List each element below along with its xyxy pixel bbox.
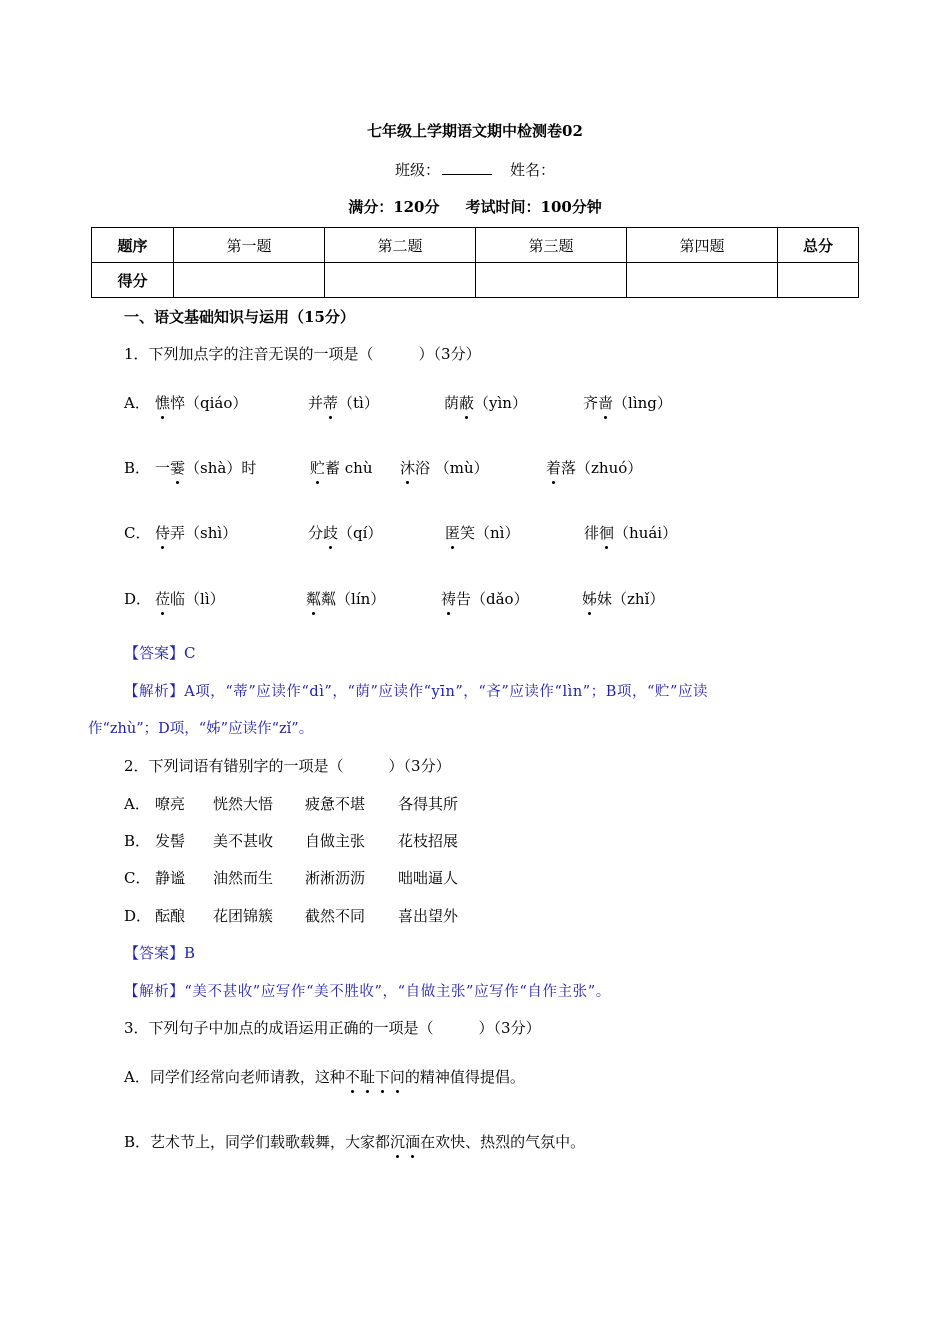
option-label: C．	[124, 869, 151, 887]
option-item: 祷告（dǎo）	[441, 590, 529, 608]
header-cell: 第四题	[627, 228, 778, 263]
option-word: 花枝招展	[398, 832, 459, 850]
dotted-char: 匿	[445, 524, 461, 542]
option-sentence: B．艺术节上，同学们载歌载舞，大家都沉湎在欢快、热烈的气氛中。	[124, 1133, 586, 1151]
explanation-line: 【解析】“美不甚收”应写作“美不胜收”，“自做主张”应写作“自作主张”。	[124, 984, 611, 1000]
header-cell: 第一题	[174, 228, 325, 263]
option-item: 侍弄（shì）	[155, 524, 238, 542]
option-item: 粼粼（lín）	[306, 590, 386, 608]
header-cell: 总分	[778, 228, 859, 263]
header-cell: 第二题	[325, 228, 476, 263]
option-label: C．	[124, 524, 151, 542]
option-sentence: A．同学们经常向老师请教，这种不耻下问的精神值得提倡。	[124, 1068, 525, 1086]
score-cell[interactable]	[476, 263, 627, 298]
dotted-char: 问	[389, 1068, 405, 1086]
dotted-char: 沐	[400, 459, 416, 477]
option-word: 咄咄逼人	[398, 869, 459, 887]
option-word: 花团锦簇	[213, 907, 274, 925]
explanation-line: 【解析】A项，“蒂”应读作“dì”，“荫”应读作“yīn”，“吝”应读作“lìn”；B项，“贮”应读	[124, 684, 709, 700]
dotted-char: 蔽	[459, 394, 475, 412]
question-3-stem: 3．下列句子中加点的成语运用正确的一项是（ ）（3分）	[124, 1019, 541, 1037]
dotted-char: 耻	[359, 1068, 375, 1086]
option-word: 自做主张	[305, 832, 366, 850]
dotted-char: 侍	[155, 524, 171, 542]
score-table	[91, 227, 859, 298]
class-blank	[442, 160, 492, 175]
header-cell: 题序	[92, 228, 174, 263]
dotted-char: 贮	[310, 459, 326, 477]
option-label: D．	[124, 590, 152, 608]
full-score: 满分：120分	[348, 198, 440, 216]
dotted-char: 着	[546, 459, 562, 477]
dotted-char: 湎	[405, 1133, 421, 1151]
option-label: A．	[124, 394, 150, 412]
page-title: 七年级上学期语文期中检测卷02	[367, 122, 583, 140]
row-label: 得分	[92, 263, 174, 298]
dotted-char: 沉	[390, 1133, 406, 1151]
student-info	[0, 159, 950, 180]
option-item: 徘徊（huái）	[584, 524, 678, 542]
option-item: 莅临（lì）	[155, 590, 225, 608]
option-word: 截然不同	[305, 907, 366, 925]
class-label: 班级：	[394, 161, 440, 179]
option-item: 沐浴 （mù）	[400, 459, 489, 477]
dotted-phrase	[345, 1068, 405, 1086]
dotted-char: 徊	[599, 524, 615, 542]
option-item: 着落（zhuó）	[546, 459, 643, 477]
option-word: 酝酿	[155, 907, 186, 925]
option-word: 喜出望外	[398, 907, 459, 925]
option-word: 静谧	[155, 869, 186, 887]
option-word: 疲惫不堪	[305, 795, 366, 813]
option-word: 各得其所	[398, 795, 459, 813]
option-word: 发髻	[155, 832, 186, 850]
header-cell: 第三题	[476, 228, 627, 263]
section-heading: 一、语文基础知识与运用（15分）	[124, 308, 355, 326]
option-word: 淅淅沥沥	[305, 869, 366, 887]
option-item: 贮蓄 chù	[310, 459, 373, 477]
dotted-char: 蒂	[323, 394, 339, 412]
dotted-char: 下	[374, 1068, 390, 1086]
option-item: 分歧（qí）	[308, 524, 383, 542]
dotted-char: 啬	[598, 394, 614, 412]
option-label: B．	[124, 832, 151, 850]
option-label: A．	[124, 795, 150, 813]
score-cell[interactable]	[325, 263, 476, 298]
option-item: 匿笑（nì）	[445, 524, 520, 542]
score-cell[interactable]	[778, 263, 859, 298]
answer: 【答案】C	[124, 644, 196, 662]
dotted-char: 歧	[323, 524, 339, 542]
dotted-phrase	[390, 1133, 420, 1151]
answer: 【答案】B	[124, 944, 196, 962]
option-word: 恍然大悟	[213, 795, 274, 813]
dotted-char: 祷	[441, 590, 457, 608]
option-item: 荫蔽（yìn）	[444, 394, 527, 412]
score-cell[interactable]	[627, 263, 778, 298]
score-table-row	[92, 263, 859, 298]
explanation-line: 作“zhù”；D项，“姊”应读作“zǐ”。	[88, 721, 314, 737]
dotted-char: 霎	[170, 459, 186, 477]
option-item: 憔悴（qiáo）	[155, 394, 248, 412]
exam-meta	[0, 196, 950, 217]
exam-time: 考试时间：100分钟	[465, 198, 602, 216]
option-item: 姊妹（zhǐ）	[582, 590, 665, 608]
option-word: 嘹亮	[155, 795, 186, 813]
dotted-char: 不	[344, 1068, 360, 1086]
score-table-header	[92, 228, 859, 263]
option-label: B．	[124, 459, 151, 477]
question-2-stem: 2．下列词语有错别字的一项是（ ）（3分）	[124, 757, 451, 775]
dotted-char: 粼	[306, 590, 322, 608]
dotted-char: 莅	[155, 590, 171, 608]
option-item: 齐啬（lìng）	[583, 394, 672, 412]
option-item: 一霎（shà）时	[155, 459, 257, 477]
dotted-char: 姊	[582, 590, 598, 608]
option-label: D．	[124, 907, 152, 925]
option-item: 并蒂（tì）	[308, 394, 379, 412]
option-word: 美不甚收	[213, 832, 274, 850]
option-word: 油然而生	[213, 869, 274, 887]
name-label: 姓名：	[510, 161, 556, 179]
score-cell[interactable]	[174, 263, 325, 298]
dotted-char: 憔	[155, 394, 171, 412]
question-1-stem: 1．下列加点字的注音无误的一项是（ ）（3分）	[124, 345, 481, 363]
